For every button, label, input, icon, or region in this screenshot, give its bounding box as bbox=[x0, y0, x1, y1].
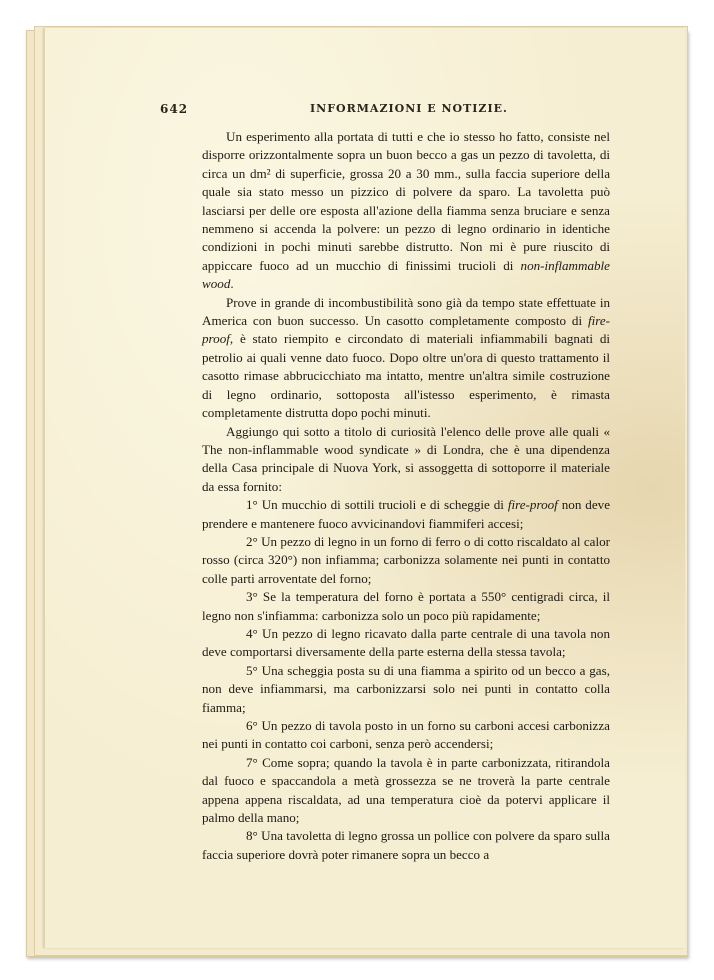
running-title: INFORMAZIONI E NOTIZIE. bbox=[310, 102, 508, 115]
paragraph: Aggiungo qui sotto a titolo di curiosità l'elenco delle prove alle quali « The non-inflammable wood syndicate » di Londra, che è una dipendenza della Casa principale di Nuova York, si assoggetta di sottoporre il materiale da essa fornito: bbox=[202, 423, 610, 494]
paragraph: Un esperimento alla portata di tutti e che io stesso ho fatto, consiste nel disporre orizzontalmente sopra un buon becco a gas un pezzo di tavoletta, di circa un dm² di superficie, grossa 20 a 30 mm., sulla faccia superiore della quale sia stato messo un pizzico di polvere da sparo. La tavoletta può lasciarsi per delle ore esposta all'azione della fiamma senza bruciare e senza nemmeno si accenda la polvere: un pezzo di legno ordinario in identiche condizioni in pochi minuti sarebbe distrutto. Non mi è pure riuscito di appiccare fuoco ad un mucchio di finissimi trucioli di non-inflammable wood. bbox=[202, 129, 610, 292]
page-number: 642 bbox=[160, 102, 189, 116]
list-item: 4° Un pezzo di legno ricavato dalla parte centrale di una tavola non deve comportarsi diversamente della parte esterna della stessa tavola; bbox=[202, 625, 610, 660]
list-item: 6° Un pezzo di tavola posto in un forno su carboni accesi carbonizza nei punti in contatto coi carboni, senza però accendersi; bbox=[202, 718, 610, 752]
list-item: 3° Se la temperatura del forno è portata a 550° centigradi circa, il legno non s'infiamma: carbonizza solo un poco più rapidamente; bbox=[202, 589, 610, 623]
list-item: 5° Una scheggia posta su di una fiamma a spirito od un becco a gas, non deve infiammarsi, ma carbonizzarsi solo nei punti in contatto colla fiamma; bbox=[202, 662, 610, 715]
list-item: 1° Un mucchio di sottili trucioli e di scheggie di fire-proof non deve prendere e mantenere fuoco avvicinandovi fiammiferi accesi; bbox=[202, 497, 611, 531]
body-text bbox=[202, 128, 610, 864]
list-item: 7° Come sopra; quando la tavola è in parte carbonizzata, ritirandola dal fuoco e spaccandola a metà grossezza se ne troverà la parte centrale appena appena riscaldata, ad una temperatura cioè da potervi applicare il palmo della mano; bbox=[202, 754, 610, 826]
list-item: 8° Una tavoletta di legno grossa un pollice con polvere da sparo sulla faccia superiore dovrà poter rimanere sopra un becco a bbox=[202, 828, 610, 862]
paragraph: Prove in grande di incombustibilità sono già da tempo state effettuate in America con buon successo. Un casotto completamente composto di fire-proof, è stato riempito e circondato di materiali infiammabili bagnati di petrolio ai quali venne dato fuoco. Dopo oltre un'ora di questo trattamento il casotto rimase abbrucicchiato ma intatto, mentre un'altra simile costruzione di legno ordinario, sottoposta all'istesso esperimento, è rimasta completamente distrutta dopo pochi minuti. bbox=[202, 294, 610, 421]
list-item: 2° Un pezzo di legno in un forno di ferro o di cotto riscaldato al calor rosso (circa 320°) non infiamma; carbonizza solamente nei punti in contatto colle parti arroventate del forno; bbox=[202, 533, 610, 586]
